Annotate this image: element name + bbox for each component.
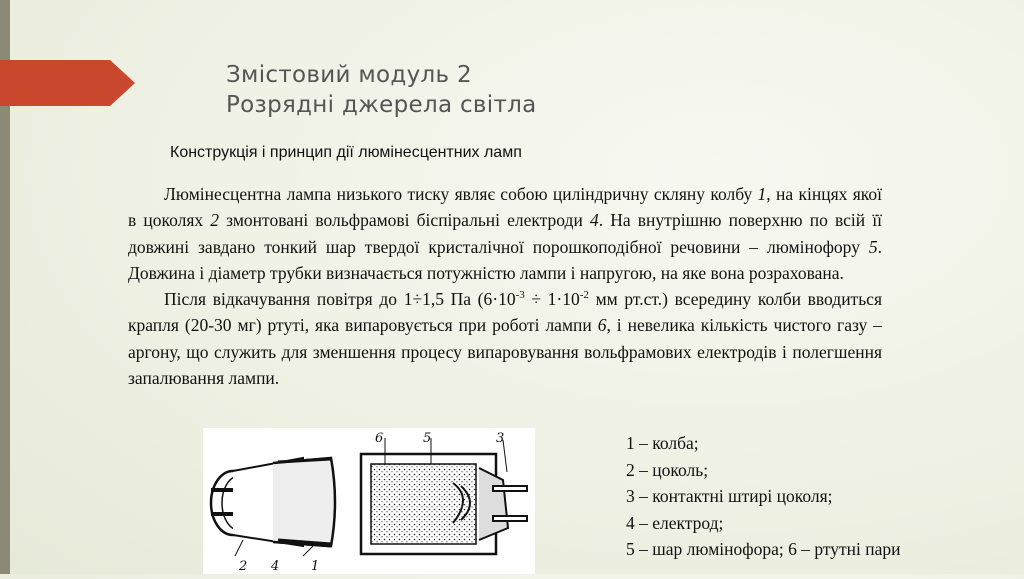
- body-text: [128, 181, 882, 391]
- section-subtitle: Конструкція і принцип дії люмінесцентних ламп: [170, 144, 522, 161]
- slide-title: [226, 60, 537, 120]
- legend-item: 1 – колба;: [626, 433, 699, 453]
- text-run: , і невелика кількість чистого газу – аргону, що служить для зменшення процесу випаровування вольфрамових електродів і полегшення запалювання лампи.: [128, 315, 882, 389]
- ref-number: 4: [589, 210, 599, 231]
- figure-label-3: 3: [496, 431, 505, 446]
- text-run: Люмінесцентна лампа низького тиску являє собою циліндричну скляну колбу: [164, 184, 758, 204]
- figure-legend: [626, 430, 901, 563]
- figure-label-2: 2: [239, 559, 248, 574]
- figure-label-1: 1: [311, 559, 320, 574]
- text-run: , на кінцях якої в цоколях: [128, 184, 882, 231]
- text-run: змонтовані вольфрамові біспіральні електроди: [219, 210, 590, 231]
- title-line-1: Змістовий модуль 2: [226, 62, 472, 88]
- text-run: . На внутрішню поверхню по всій її довжині завдано тонкий шар твердої кристалічної порошкоподібної речовини – люмінофору: [128, 210, 882, 257]
- title-line-2: Розрядні джерела світла: [226, 92, 537, 118]
- text-run: . Довжина і діаметр трубки визначається потужністю лампи і напругою, на яке вона розрахована.: [128, 236, 882, 283]
- figure-label-4: 4: [271, 559, 280, 574]
- legend-item: 3 – контактні штирі цоколя;: [626, 486, 833, 506]
- paragraph-2: [128, 286, 882, 391]
- ref-number: 2: [210, 210, 220, 231]
- text-run: Після відкачування повітря до 1÷1,5 Па (6·10: [164, 289, 516, 310]
- lamp-end-right-section: [361, 438, 527, 554]
- text-run: мм рт.ст.) всередину колби вводиться крапля (20-30 мг) ртуті, яка випаровується при роботі лампи: [128, 289, 882, 336]
- paragraph-1: [128, 181, 882, 286]
- legend-item: 2 – цоколь;: [626, 459, 709, 480]
- legend-item: 4 – електрод;: [626, 512, 724, 533]
- ref-number: 6: [597, 315, 607, 336]
- lamp-end-left: [211, 458, 335, 556]
- figure-label-5: 5: [423, 431, 432, 446]
- superscript: -3: [515, 289, 525, 302]
- title-accent-arrow: [0, 60, 135, 106]
- figure-label-6: 6: [375, 431, 384, 446]
- superscript: -2: [579, 289, 589, 302]
- legend-item: 5 – шар люмінофора; 6 – ртутні пари: [626, 539, 901, 559]
- text-run: ÷ 1·10: [524, 289, 580, 310]
- lamp-diagram: [203, 428, 535, 574]
- ref-number: 1: [757, 184, 767, 204]
- ref-number: 5: [868, 236, 878, 257]
